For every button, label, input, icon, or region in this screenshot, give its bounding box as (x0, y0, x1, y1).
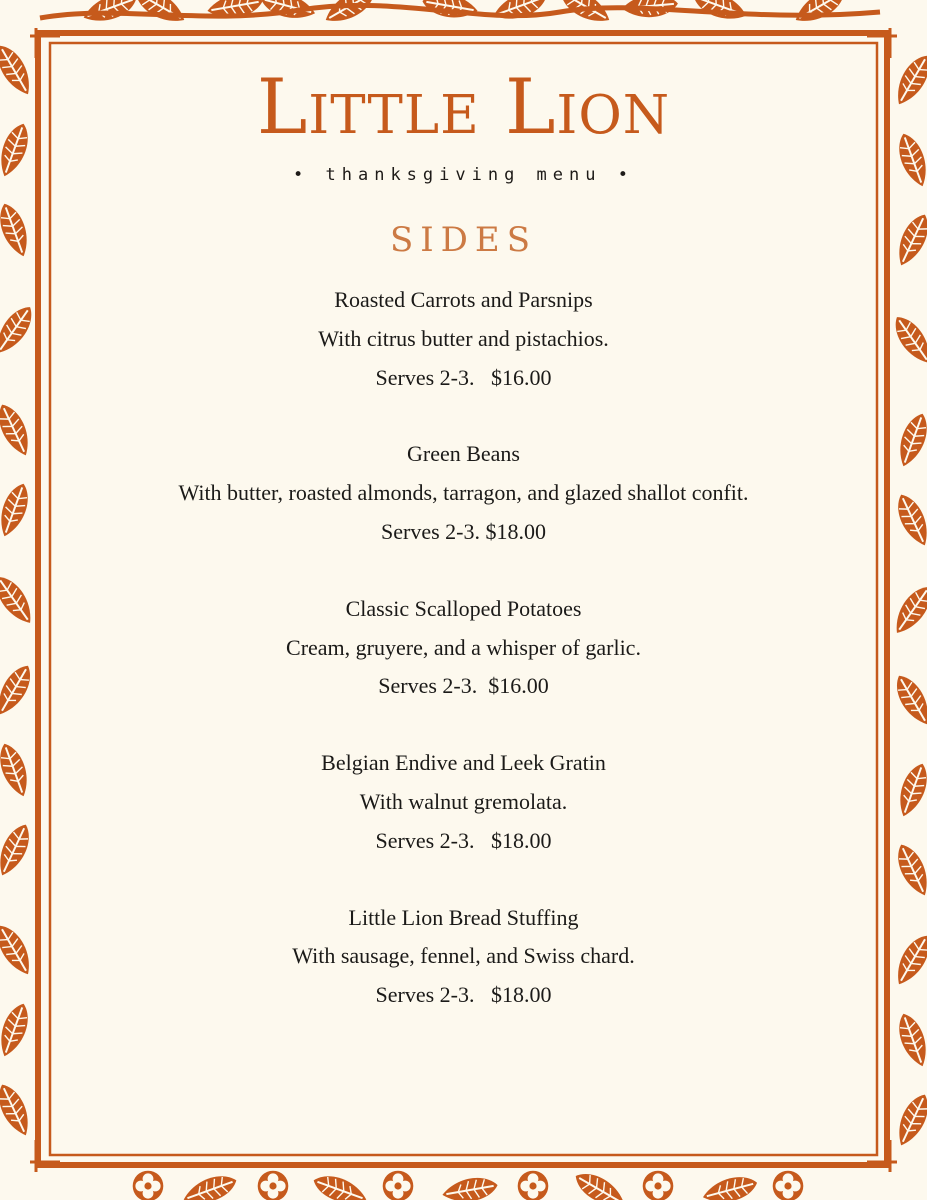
item-description: Cream, gruyere, and a whisper of garlic. (286, 634, 641, 660)
item-name: Little Lion Bread Stuffing (348, 904, 579, 930)
menu-item (140, 590, 787, 706)
item-name: Green Beans (406, 441, 520, 467)
item-serves-price: Serves 2-3. $16.00 (378, 673, 549, 699)
menu-subtitle: • thanksgiving menu • (293, 165, 634, 185)
menu-item (140, 899, 787, 1015)
item-name: Belgian Endive and Leek Gratin (321, 750, 606, 776)
item-serves-price: Serves 2-3. $18.00 (381, 518, 546, 544)
item-name: Classic Scalloped Potatoes (345, 595, 582, 621)
item-serves-price: Serves 2-3. $16.00 (375, 364, 552, 390)
item-description: With butter, roasted almonds, tarragon, and glazed shallot confit. (178, 480, 749, 506)
item-description: With sausage, fennel, and Swiss chard. (292, 943, 635, 969)
menu-items-list (140, 281, 787, 1053)
restaurant-title: Little Lion (256, 62, 671, 151)
item-serves-price: Serves 2-3. $18.00 (375, 982, 552, 1008)
menu-item (140, 435, 787, 551)
menu-item (140, 281, 787, 397)
item-name: Roasted Carrots and Parsnips (334, 287, 593, 312)
section-heading-sides: SIDES (389, 220, 538, 260)
item-description: With walnut gremolata. (359, 788, 568, 814)
item-serves-price: Serves 2-3. $18.00 (375, 827, 552, 853)
item-description: With citrus butter and pistachios. (318, 325, 609, 351)
menu-item (140, 744, 787, 860)
